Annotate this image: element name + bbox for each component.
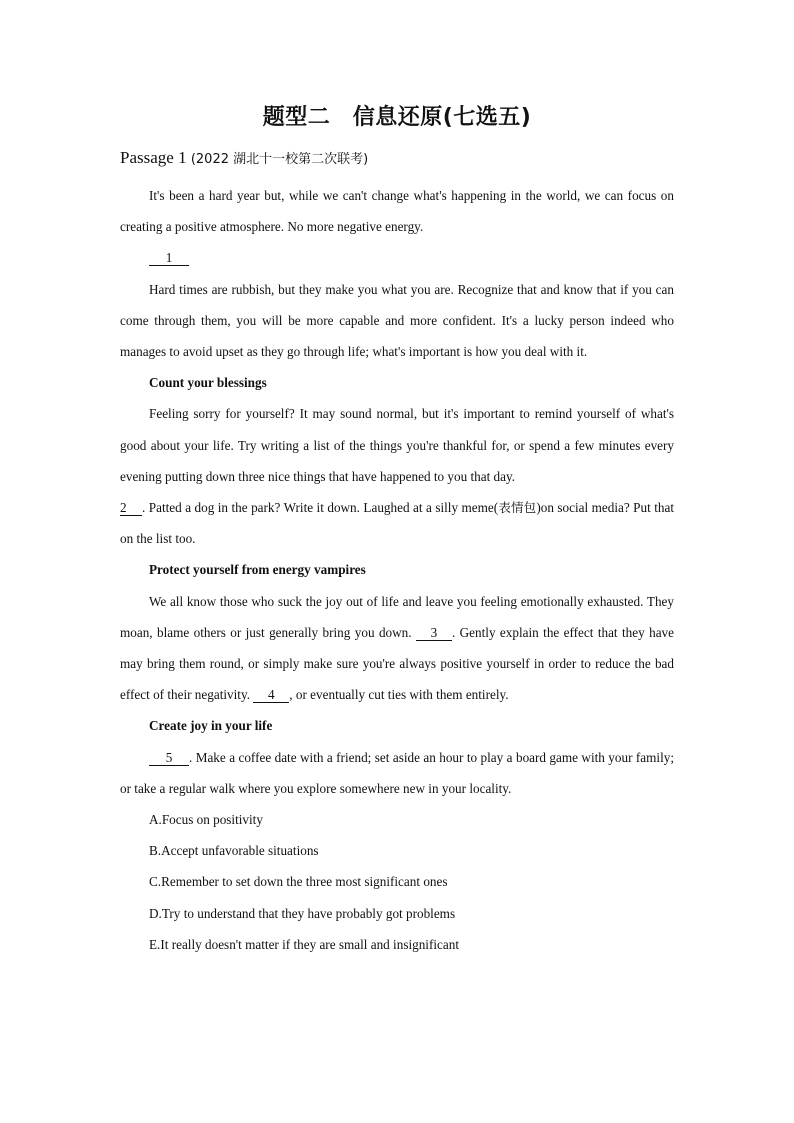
paragraph-3-text-c: , or eventually cut ties with them entirely. bbox=[289, 687, 509, 703]
paragraph-4-text: . Make a coffee date with a friend; set aside an hour to play a board game with your family; or take a regular walk where you explore somewhere new in your locality. bbox=[120, 749, 674, 796]
blank-5: 5 bbox=[149, 751, 189, 766]
paragraph-2-text-a: Feeling sorry for yourself? It may sound normal, but it's important to remind yourself of what's good about your life. Try writing a list of the things you're thankful for, or spend a few minutes every evening putting down three nice things that have happened to you that day. bbox=[120, 406, 674, 484]
passage-body bbox=[120, 180, 674, 960]
paragraph-1: Hard times are rubbish, but they make you what you are. Recognize that and know that if you can come through them, you will be more capable and more confident. It's a lucky person indeed who manages to avoid upset as they go through life; what's important is how you deal with it. bbox=[120, 281, 674, 360]
heading-energy-vampires: Protect yourself from energy vampires bbox=[149, 562, 366, 578]
page-title: 题型二 信息还原(七选五) bbox=[262, 105, 532, 130]
option-b: B.Accept unfavorable situations bbox=[149, 843, 319, 859]
paragraph-2-text-c: )on social media? Put that on the list too. bbox=[120, 500, 674, 547]
blank-1: 1 bbox=[149, 251, 189, 266]
intro-paragraph: It's been a hard year but, while we can't change what's happening in the world, we can focus on creating a positive atmosphere. No more negative energy. bbox=[120, 188, 674, 235]
paragraph-2-chinese: 表情包 bbox=[498, 500, 537, 516]
option-d: D.Try to understand that they have probably got problems bbox=[149, 905, 456, 921]
blank-1-line bbox=[120, 242, 674, 273]
option-c: C.Remember to set down the three most significant ones bbox=[149, 874, 448, 890]
passage-label: Passage 1 bbox=[120, 148, 187, 167]
heading-count-blessings: Count your blessings bbox=[149, 375, 267, 391]
paragraph-3-text-b: . Gently explain the effect that they have may bring them round, or simply make sure you're always positive yourself in order to reduce the bad effect of their negativity. bbox=[120, 624, 674, 703]
paragraph-2 bbox=[120, 398, 674, 554]
paragraph-3-text-a: We all know those who suck the joy out of life and leave you feeling emotionally exhausted. They moan, blame others or just generally bring you down. bbox=[120, 593, 674, 640]
option-e: E.It really doesn't matter if they are small and insignificant bbox=[149, 936, 459, 952]
option-a: A.Focus on positivity bbox=[149, 812, 263, 828]
paragraph-2-text-b: . Patted a dog in the park? Write it down. Laughed at a silly meme( bbox=[142, 500, 499, 516]
blank-4: 4 bbox=[253, 688, 289, 703]
blank-2: 2 bbox=[120, 501, 142, 516]
heading-create-joy: Create joy in your life bbox=[149, 718, 273, 734]
paragraph-3 bbox=[120, 586, 674, 711]
passage-source: (2022 湖北十一校第二次联考) bbox=[190, 152, 369, 167]
paragraph-4 bbox=[120, 742, 674, 804]
passage-header bbox=[120, 148, 368, 168]
blank-3: 3 bbox=[416, 626, 452, 641]
